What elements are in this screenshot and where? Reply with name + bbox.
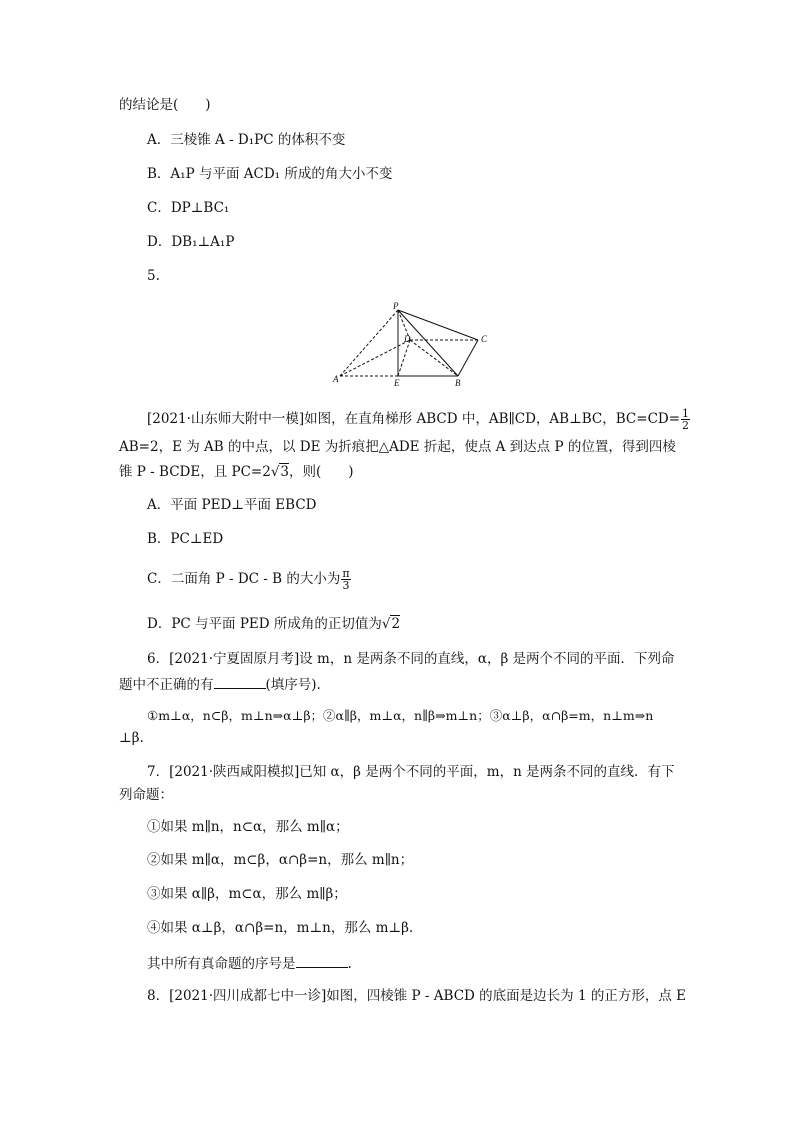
q5-option-a: A．平面 PED⊥平面 EBCD xyxy=(147,497,317,513)
q5-number: 5. xyxy=(147,268,160,284)
q4-option-b: B．A₁P 与平面 ACD₁ 所成的角大小不变 xyxy=(147,166,393,182)
label-B: B xyxy=(455,378,461,388)
q6-line3: ①m⊥α，n⊂β，m⊥n⇒α⊥β；②α∥β，m⊥α，n∥β⇒m⊥n；③α⊥β，α∩β=m，n⊥m⇒n xyxy=(147,708,654,723)
q6-line4: ⊥β. xyxy=(119,730,144,746)
q5-stem-line3: 锥 P - BCDE，且 PC=2√3，则( ) xyxy=(119,464,354,480)
answer-blank[interactable] xyxy=(296,953,348,968)
edge-PA xyxy=(340,310,398,376)
sqrt-symbol: √ xyxy=(381,616,391,632)
edge-DB xyxy=(410,340,458,376)
label-D: D xyxy=(404,334,411,344)
q5-option-b: B．PC⊥ED xyxy=(147,531,224,547)
sqrt-symbol: √ xyxy=(270,464,280,480)
q5-option-d: D．PC 与平面 PED 所成角的正切值为√2 xyxy=(147,616,401,632)
q7-proposition-2: ②如果 m∥α，m⊂β，α∩β=n，那么 m∥n； xyxy=(147,852,414,868)
q5-figure xyxy=(330,300,500,390)
q7-ask: 其中所有真命题的序号是 . xyxy=(147,953,352,973)
q7-line2: 列命题： xyxy=(119,787,173,803)
label-E: E xyxy=(394,378,400,388)
q6-line2: 题中不正确的有 (填序号). xyxy=(119,674,321,694)
q5-option-c: C．二面角 P - DC - B 的大小为 $\frac{\pi}{3}$ xyxy=(147,567,350,592)
q4-option-d: D．DB₁⊥A₁P xyxy=(147,234,235,250)
q7-proposition-3: ③如果 α∥β，m⊂α，那么 m∥β； xyxy=(147,886,347,902)
q7-line1: 7．[2021·陕西咸阳模拟]已知 α，β 是两个不同的平面，m，n 是两条不同的直线．有下 xyxy=(147,764,675,780)
q4-stem-tail: 的结论是( ) xyxy=(119,97,211,113)
q5-stem-line1: [2021·山东师大附中一模]如图，在直角梯形 ABCD 中，AB∥CD，AB⊥BC，BC=CD= $\frac{1}{2}$ xyxy=(147,407,690,432)
q8-line1: 8．[2021·四川成都七中一诊]如图，四棱锥 P - ABCD 的底面是边长为 1 的正方形，点 E xyxy=(147,988,686,1004)
fraction-pi-over-3: $\frac{\pi}{3}$ xyxy=(342,567,350,592)
label-A: A xyxy=(333,374,339,384)
q6-line1: 6．[2021·宁夏固原月考]设 m，n 是两条不同的直线，α，β 是两个不同的平面．下列命 xyxy=(147,651,675,667)
q4-option-a: A．三棱锥 A - D₁PC 的体积不变 xyxy=(147,132,346,148)
answer-blank[interactable] xyxy=(214,674,266,689)
q4-option-c: C．DP⊥BC₁ xyxy=(147,200,230,216)
fraction-one-half: $\frac{1}{2}$ xyxy=(682,407,690,432)
label-P: P xyxy=(393,301,399,311)
edge-BC xyxy=(458,340,478,376)
q5-stem-line2: AB=2，E 为 AB 的中点，以 DE 为折痕把△ADE 折起，使点 A 到达点 P 的位置，得到四棱 xyxy=(119,439,676,455)
q7-proposition-1: ①如果 m∥n，n⊂α，那么 m∥α； xyxy=(147,819,349,835)
q7-proposition-4: ④如果 α⊥β，α∩β=n，m⊥n，那么 m⊥β. xyxy=(147,920,414,936)
label-C: C xyxy=(481,334,488,344)
